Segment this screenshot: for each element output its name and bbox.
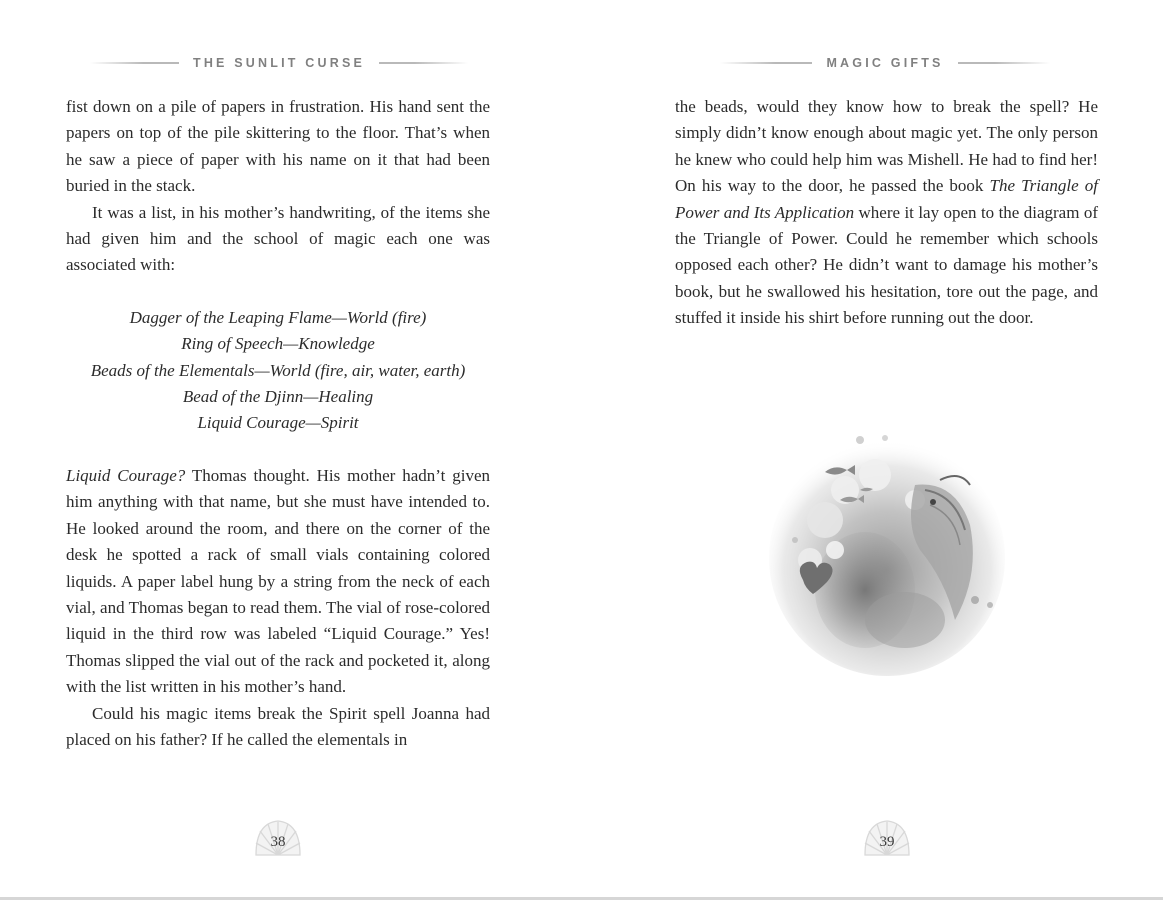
paragraph: [66, 463, 490, 701]
rule-right: [379, 62, 468, 64]
sea-creatures-illustration-icon: [765, 430, 1015, 680]
running-head-title: THE SUNLIT CURSE: [192, 56, 366, 70]
list-item: Beads of the Elementals—World (fire, air, water, earth): [90, 360, 466, 380]
list-item: Dagger of the Leaping Flame—World (fire): [129, 307, 427, 327]
paragraph: [675, 94, 1098, 332]
right-body-text: [675, 94, 1098, 332]
rule-left: [90, 62, 179, 64]
page-number-left: [248, 815, 308, 865]
list-item: Ring of Speech—Knowledge: [181, 334, 375, 354]
page-number: 39: [879, 834, 895, 850]
running-head-title: MAGIC GIFTS: [826, 56, 944, 70]
page-number: 38: [270, 834, 286, 850]
running-head-right: [720, 54, 1050, 72]
list-item: Bead of the Djinn—Healing: [182, 387, 374, 407]
page-number-right: [857, 815, 917, 865]
paragraph-text: Thomas thought. His mother hadn’t given him anything with that name, but she must have intended to. He looked around the room, and there on the corner of the desk he spotted a rack of small vials containing colored liquids. A paper label hung by a string from the neck of each vial, and Thomas began to read them. The vial of rose-colored liquid in the third row was labeled “Liquid Courage.” Yes! Thomas slipped the vial out of the rack and pocketed it, along with the list written in his mother’s hand.: [66, 465, 490, 697]
paragraph-text: the beads, would they know how to break the spell? He simply didn’t know enough about magic yet. The only person he knew who could help him was Mishell. He had to find her! On his way to the door, he passed the book: [675, 97, 1098, 196]
right-page: [580, 0, 1163, 896]
paragraph: fist down on a pile of papers in frustration. His hand sent the papers on top of the pile skittering to the floor. That’s when he saw a piece of paper with his name on it that had been buried in the stack.: [66, 97, 490, 196]
rule-left: [720, 62, 812, 64]
paragraph: It was a list, in his mother’s handwriting, of the items she had given him and the school of magic each one was associated with:: [66, 202, 490, 275]
book-title: The Triangle of Power and Its Application: [675, 176, 1098, 222]
paragraph: Could his magic items break the Spirit spell Joanna had placed on his father? If he called the elementals in: [66, 703, 490, 749]
magic-items-list: [66, 305, 490, 437]
list-item: Liquid Courage—Spirit: [197, 413, 359, 433]
italic-thought: Liquid Courage?: [66, 465, 186, 485]
watercolor-sea-illustration: [765, 430, 1015, 680]
running-head-left: [90, 54, 468, 72]
rule-right: [958, 62, 1050, 64]
left-page: [0, 0, 556, 896]
paragraph-text: where it lay open to the diagram of the Triangle of Power. Could he remember which schools opposed each other? He didn’t want to damage his mother’s book, but he swallowed his hesitation, tore out the page, and stuffed it inside his shirt before running out the door.: [675, 202, 1099, 328]
left-body-text: [66, 94, 490, 753]
